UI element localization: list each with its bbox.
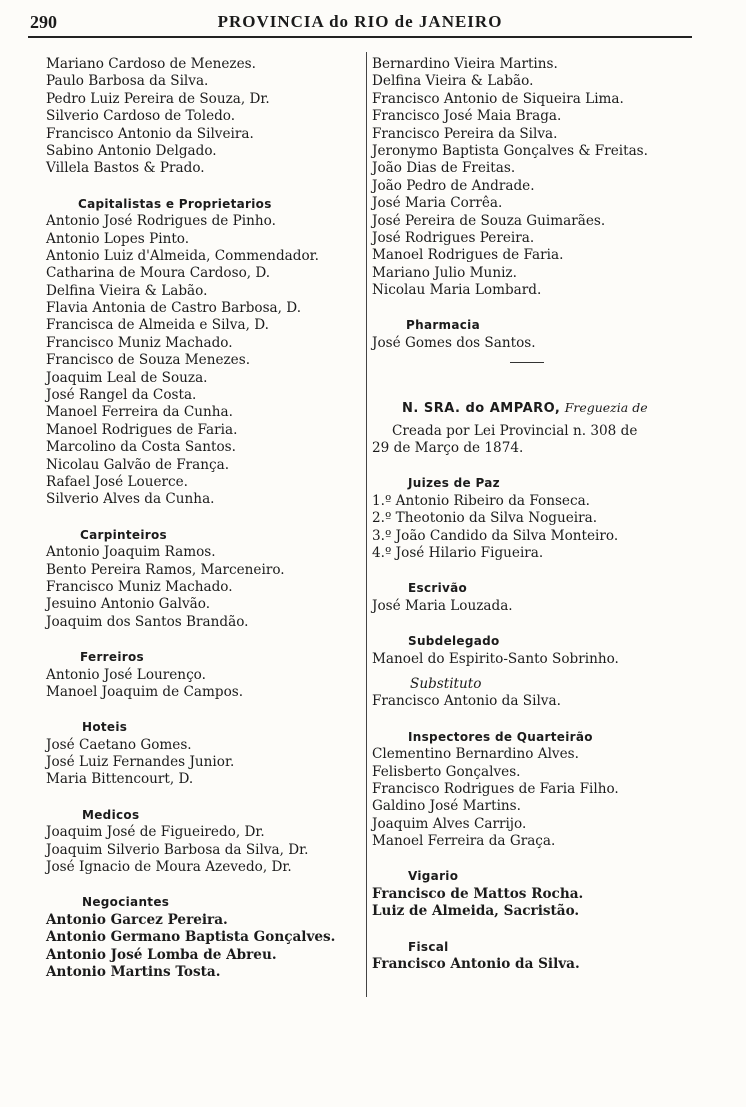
list-item: Manoel Ferreira da Graça. [372,833,556,850]
list-item: José Maria Corrêa. [372,195,503,212]
list-item: Antonio Joaquim Ramos. [46,544,216,561]
list-item: Felisberto Gonçalves. [372,763,521,780]
list-item: Maria Bittencourt, D. [46,771,194,788]
section-heading-capitalistas: Capitalistas e Proprietarios [78,196,272,211]
parish-created-line: 29 de Março de 1874. [372,440,524,457]
ferreiros-list [46,667,362,702]
list-item: Villela Bastos & Prado. [46,160,205,177]
continued-list [372,56,694,299]
list-item: Joaquim Leal de Souza. [46,369,208,386]
inspectores-list [372,746,694,850]
list-item: Jeronymo Baptista Gonçalves & Freitas. [372,142,648,159]
section-heading-juizes: Juizes de Paz [408,476,500,491]
list-item: Manoel Rodrigues de Faria. [372,247,564,264]
list-item: Francisco Antonio de Siqueira Lima. [372,90,624,107]
parish-name: N. SRA. do AMPARO, [402,401,561,417]
continued-list [46,56,362,178]
list-item: João Pedro de Andrade. [372,177,535,194]
section-heading-escrivao: Escrivão [408,581,468,596]
capitalistas-list [46,213,362,509]
list-item: Francisco Antonio da Silva. [372,956,580,973]
list-item: Manoel do Espirito-Santo Sobrinho. [372,650,619,667]
list-item: Delfina Vieira & Labão. [46,282,208,299]
list-item: Antonio José Lourenço. [46,666,206,683]
list-item: Jesuino Antonio Galvão. [46,596,211,613]
list-item: Manoel Rodrigues de Faria. [46,421,238,438]
list-item: Antonio José Lomba de Abreu. [46,946,277,963]
list-item: Joaquim Alves Carrijo. [372,815,527,832]
section-heading-subdelegado: Subdelegado [408,634,500,649]
section-heading-pharmacia: Pharmacia [406,318,480,333]
list-item: Joaquim José de Figueiredo, Dr. [46,824,265,841]
list-item: José Luiz Fernandes Junior. [46,754,235,771]
list-item: 2.º Theotonio da Silva Nogueira. [372,510,598,527]
list-item: Francisco Rodrigues de Faria Filho. [372,780,619,797]
list-item: José Ignacio de Moura Azevedo, Dr. [46,859,292,876]
list-item: José Rodrigues Pereira. [372,229,535,246]
list-item: Marcolino da Costa Santos. [46,439,236,456]
running-title: PROVINCIA do RIO de JANEIRO [217,12,503,31]
list-item: Mariano Julio Muniz. [372,264,517,281]
list-item: Nicolau Galvão de França. [46,456,230,473]
list-item: Francisco Muniz Machado. [46,334,233,351]
list-item: José Caetano Gomes. [46,736,192,753]
list-item: Clementino Bernardino Alves. [372,746,579,763]
list-item: Silverio Alves da Cunha. [46,491,215,508]
list-item: Francisco Pereira da Silva. [372,125,558,142]
list-item: Francisco Antonio da Silveira. [46,125,254,142]
list-item: Francisco Muniz Machado. [46,578,233,595]
list-item: Luiz de Almeida, Sacristão. [372,903,580,920]
list-item: Francisco de Mattos Rocha. [372,885,584,902]
list-item: Galdino José Martins. [372,798,521,815]
list-item: 4.º José Hilario Figueira. [372,544,544,561]
list-item: Antonio Martins Tosta. [46,963,221,980]
carpinteiros-list [46,544,362,631]
list-item: Francisco de Souza Menezes. [46,352,251,369]
list-item: Catharina de Moura Cardoso, D. [46,265,271,282]
section-heading-negociantes: Negociantes [82,895,170,910]
list-item: Francisco José Maia Braga. [372,108,562,125]
list-item: Silverio Cardoso de Toledo. [46,108,236,125]
medicos-list [46,824,362,876]
negociantes-list [46,912,362,982]
list-item: João Dias de Freitas. [372,160,516,177]
list-item: José Rangel da Costa. [46,387,197,404]
right-column [372,56,694,973]
list-item: Antonio Germano Baptista Gonçalves. [46,929,336,946]
substituto-label: Substituto [410,675,482,692]
list-item: Sabino Antonio Delgado. [46,142,217,159]
list-item: Delfina Vieira & Labão. [372,73,534,90]
parish-label: Freguezia de [564,400,648,416]
parish-created-line: Creada por Lei Provincial n. 308 de [392,422,638,439]
section-heading-hoteis: Hoteis [82,720,128,735]
list-item: Mariano Cardoso de Menezes. [46,56,256,72]
left-column [46,56,362,981]
list-item: Francisca de Almeida e Silva, D. [46,317,269,334]
juizes-list [372,493,694,563]
page-number: 290 [30,12,57,32]
section-heading-carpinteiros: Carpinteiros [80,527,167,542]
list-item: 3.º João Candido da Silva Monteiro. [372,527,619,544]
fiscal-list [372,956,694,973]
list-item: Manoel Ferreira da Cunha. [46,404,233,421]
vigario-list [372,886,694,921]
list-item: Flavia Antonia de Castro Barbosa, D. [46,300,302,317]
hoteis-list [46,737,362,789]
list-item: Francisco Antonio da Silva. [372,693,561,710]
list-item: Manoel Joaquim de Campos. [46,683,244,700]
list-item: Antonio Garcez Pereira. [46,911,228,928]
list-item: Paulo Barbosa da Silva. [46,73,209,90]
list-item: José Gomes dos Santos. [372,334,536,351]
list-item: Antonio Luiz d'Almeida, Commendador. [46,247,319,264]
section-heading-inspectores: Inspectores de Quarteirão [408,729,593,744]
list-item: 1.º Antonio Ribeiro da Fonseca. [372,492,591,509]
section-heading-fiscal: Fiscal [408,939,449,954]
list-item: Bernardino Vieira Martins. [372,56,558,72]
section-heading-ferreiros: Ferreiros [80,650,144,665]
list-item: Bento Pereira Ramos, Marceneiro. [46,561,285,578]
list-item: Joaquim dos Santos Brandão. [46,613,249,630]
header-rule [28,36,692,38]
list-item: Antonio José Rodrigues de Pinho. [46,213,276,230]
list-item: José Maria Louzada. [372,597,513,614]
parish-title [372,399,694,416]
list-item: Joaquim Silverio Barbosa da Silva, Dr. [46,841,309,858]
list-item: Nicolau Maria Lombard. [372,282,542,299]
list-item: Rafael José Louerce. [46,473,188,490]
section-heading-vigario: Vigario [408,869,459,884]
list-item: Pedro Luiz Pereira de Souza, Dr. [46,90,270,107]
list-item: José Pereira de Souza Guimarães. [372,212,606,229]
section-heading-medicos: Medicos [82,807,140,822]
page-header [30,10,690,36]
column-divider [366,52,367,997]
list-item: Antonio Lopes Pinto. [46,230,190,247]
